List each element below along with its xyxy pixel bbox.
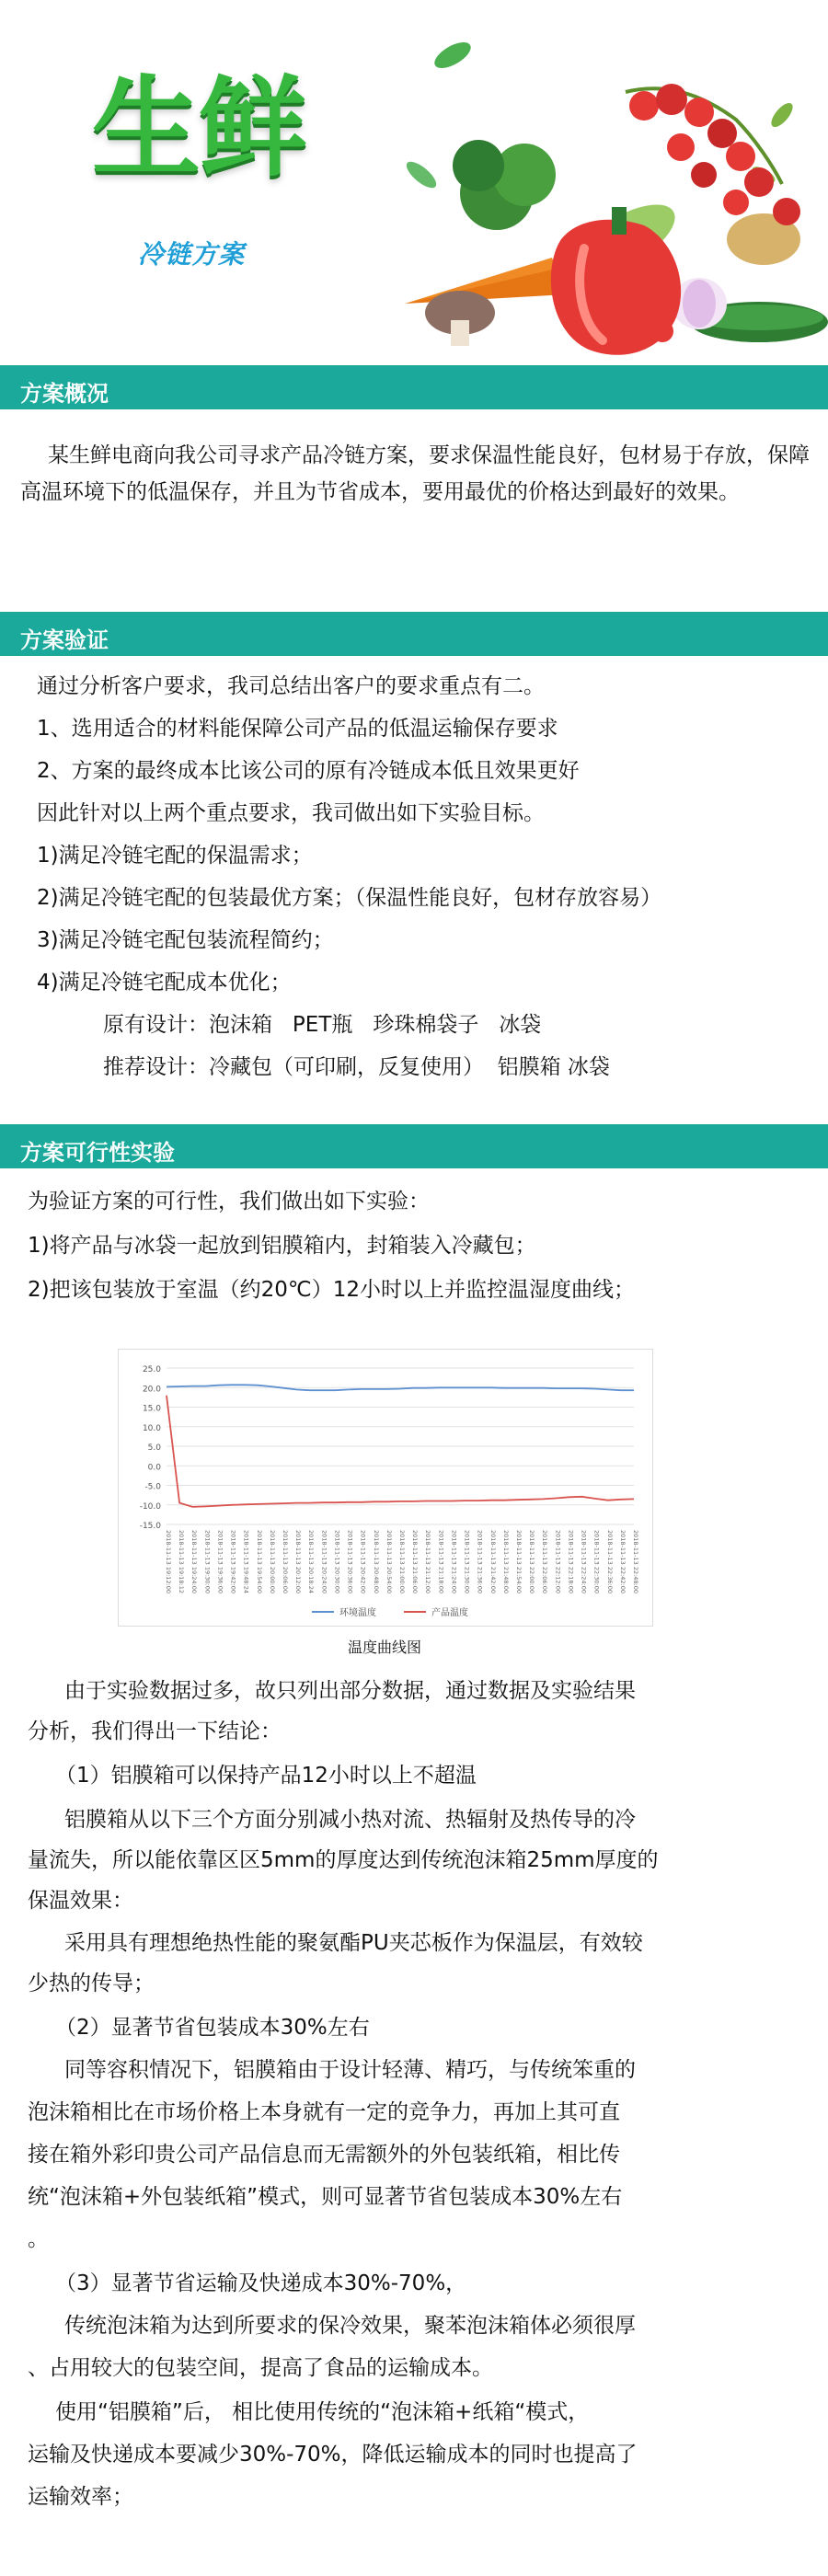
section-feasibility-header	[0, 1124, 828, 1168]
conclusion-line: 采用具有理想绝热性能的聚氨酯PU夹芯板作为保温层，有效较	[64, 1931, 643, 1955]
x-tick-label: 2018-11-13 21:54:00	[515, 1530, 523, 1594]
x-tick-label: 2018-11-13 20:48:00	[372, 1530, 380, 1594]
y-tick-label: 25.0	[142, 1365, 161, 1374]
conclusion-heading-3: （3）显著节省运输及快递成本30%-70%，	[55, 2271, 467, 2295]
y-tick-label: 10.0	[142, 1423, 161, 1433]
x-tick-label: 2018-11-13 20:42:00	[359, 1530, 367, 1594]
section-verify-title: 方案验证	[20, 627, 109, 653]
conclusion-line: 运输效率；	[28, 2485, 133, 2509]
y-tick-label: 15.0	[142, 1404, 161, 1414]
conclusion-line: 接在箱外彩印贵公司产品信息而无需额外的外包装纸箱，相比传	[28, 2143, 620, 2167]
feasibility-line: 为验证方案的可行性，我们做出如下实验：	[28, 1190, 430, 1213]
x-tick-label: 2018-11-13 22:18:00	[567, 1530, 575, 1594]
conclusion-heading-1: （1）铝膜箱可以保持产品12小时以上不超温	[55, 1764, 477, 1788]
y-tick-label: 0.0	[147, 1463, 161, 1473]
verify-line: 2)满足冷链宅配的包装最优方案；（保温性能良好，包材存放容易）	[37, 886, 662, 910]
conclusion-line: 保温效果：	[28, 1889, 133, 1913]
x-tick-label: 2018-11-13 22:30:00	[592, 1530, 601, 1594]
x-tick-label: 2018-11-13 20:30:00	[333, 1530, 341, 1594]
x-tick-label: 2018-11-13 20:00:00	[268, 1530, 276, 1594]
x-tick-label: 2018-11-13 22:12:00	[554, 1530, 562, 1594]
recommended-design-line: 推荐设计：冷藏包（可印刷，反复使用） 铝膜箱 冰袋	[103, 1055, 610, 1079]
hero-banner	[0, 0, 828, 364]
overview-paragraph: 某生鲜电商向我公司寻求产品冷链方案，要求保温性能良好，包材易于存放，保障高温环境下的低温保存，并且为节省成本，要用最优的价格达到最好的效果。	[20, 443, 810, 504]
hero-subtitle: 冷链方案	[138, 239, 246, 270]
x-tick-label: 2018-11-13 21:06:00	[411, 1530, 420, 1594]
x-tick-label: 2018-11-13 20:12:00	[294, 1530, 303, 1594]
conclusion-line: 运输及快递成本要减少30%-70%，降低运输成本的同时也提高了	[28, 2443, 638, 2467]
x-tick-label: 2018-11-13 22:00:00	[528, 1530, 536, 1594]
x-tick-label: 2018-11-13 21:30:00	[463, 1530, 471, 1594]
x-tick-label: 2018-11-13 22:42:00	[618, 1530, 627, 1594]
x-tick-label: 2018-11-13 22:36:00	[605, 1530, 614, 1594]
y-tick-label: -5.0	[144, 1482, 161, 1492]
x-tick-label: 2018-11-13 21:48:00	[501, 1530, 510, 1594]
x-tick-label: 2018-11-13 22:48:00	[632, 1530, 639, 1594]
feasibility-line: 1)将产品与冰袋一起放到铝膜箱内，封箱装入冷藏包；	[28, 1234, 536, 1258]
verify-line: 通过分析客户要求，我司总结出客户的要求重点有二。	[37, 674, 545, 698]
x-tick-label: 2018-11-13 19:30:00	[203, 1530, 212, 1594]
conclusion-line: 、占用较大的包装空间，提高了食品的运输成本。	[28, 2356, 493, 2380]
section-verify-header	[0, 612, 828, 656]
legend-label: 产品温度	[431, 1608, 468, 1618]
x-tick-label: 2018-11-13 19:36:00	[216, 1530, 224, 1594]
section-overview-title: 方案概况	[20, 381, 109, 407]
y-tick-label: 20.0	[142, 1385, 161, 1395]
x-tick-label: 2018-11-13 22:24:00	[580, 1530, 588, 1594]
series-line	[167, 1396, 634, 1507]
verify-line: 1)满足冷链宅配的保温需求；	[37, 844, 313, 868]
feasibility-line: 2)把该包装放于室温（约20℃）12小时以上并监控温湿度曲线；	[28, 1278, 635, 1302]
verify-line: 3)满足冷链宅配包装流程简约；	[37, 928, 334, 952]
original-design-line: 原有设计：泡沫箱 PET瓶 珍珠棉袋子 冰袋	[103, 1013, 542, 1037]
conclusion-line: 同等容积情况下，铝膜箱由于设计轻薄、精巧，与传统笨重的	[64, 2058, 636, 2082]
conclusion-line: 传统泡沫箱为达到所要求的保冷效果，聚苯泡沫箱体必须很厚	[64, 2314, 636, 2338]
x-tick-label: 2018-11-13 20:18:24	[307, 1530, 316, 1594]
conclusion-line: 泡沫箱相比在市场价格上本身就有一定的竞争力，再加上其可直	[28, 2100, 620, 2124]
temperature-chart	[118, 1349, 653, 1627]
conclusion-heading-2: （2）显著节省包装成本30%左右	[55, 2016, 370, 2040]
x-tick-label: 2018-11-13 20:36:00	[346, 1530, 354, 1594]
conclusion-line: 量流失，所以能依靠区区5mm的厚度达到传统泡沫箱25mm厚度的	[28, 1848, 659, 1872]
x-tick-label: 2018-11-13 19:18:12	[178, 1530, 186, 1594]
verify-line: 因此针对以上两个重点要求，我司做出如下实验目标。	[37, 801, 545, 825]
x-tick-label: 2018-11-13 21:12:00	[424, 1530, 432, 1594]
x-tick-label: 2018-11-13 20:54:00	[385, 1530, 393, 1594]
legend-label: 环境温度	[339, 1608, 376, 1618]
verify-line: 1、选用适合的材料能保障公司产品的低温运输保存要求	[37, 717, 558, 741]
x-tick-label: 2018-11-13 21:24:00	[450, 1530, 458, 1594]
conclusion-line: 少热的传导；	[28, 1972, 155, 1995]
temperature-chart-svg	[119, 1350, 652, 1626]
section-overview-header	[0, 365, 828, 409]
hero-title: 生鲜	[92, 64, 306, 191]
x-tick-label: 2018-11-13 21:36:00	[476, 1530, 484, 1594]
x-tick-label: 2018-11-13 19:54:00	[255, 1530, 263, 1594]
x-tick-label: 2018-11-13 21:00:00	[398, 1530, 406, 1594]
x-tick-label: 2018-11-13 19:48:24	[242, 1530, 250, 1594]
section-feasibility-title: 方案可行性实验	[20, 1140, 175, 1166]
conclusion-line: 由于实验数据过多，故只列出部分数据，通过数据及实验结果	[64, 1679, 636, 1703]
y-tick-label: -15.0	[139, 1522, 161, 1531]
x-tick-label: 2018-11-13 20:24:00	[320, 1530, 328, 1594]
x-tick-label: 2018-11-13 21:42:00	[489, 1530, 497, 1594]
conclusion-line: 铝膜箱从以下三个方面分别减小热对流、热辐射及热传导的冷	[64, 1808, 636, 1832]
x-tick-label: 2018-11-13 19:12:00	[165, 1530, 172, 1594]
x-tick-label: 2018-11-13 19:42:00	[229, 1530, 237, 1594]
verify-line: 4)满足冷链宅配成本优化；	[37, 971, 292, 995]
conclusion-line: 。	[28, 2227, 49, 2251]
y-tick-label: 5.0	[147, 1443, 161, 1453]
conclusion-line: 使用“铝膜箱”后， 相比使用传统的“泡沫箱+纸箱“模式，	[55, 2400, 590, 2424]
conclusion-line: 统“泡沫箱+外包装纸箱”模式，则可显著节省包装成本30%左右	[28, 2185, 623, 2209]
chart-caption: 温度曲线图	[348, 1639, 422, 1656]
x-tick-label: 2018-11-13 20:06:00	[282, 1530, 289, 1594]
x-tick-label: 2018-11-13 22:06:00	[541, 1530, 549, 1594]
conclusion-line: 分析，我们得出一下结论：	[28, 1719, 282, 1743]
x-tick-label: 2018-11-13 19:24:00	[190, 1530, 199, 1594]
y-tick-label: -10.0	[139, 1501, 161, 1512]
vegetables-illustration	[350, 28, 828, 359]
verify-line: 2、方案的最终成本比该公司的原有冷链成本低且效果更好	[37, 759, 580, 783]
x-tick-label: 2018-11-13 21:18:00	[437, 1530, 445, 1594]
